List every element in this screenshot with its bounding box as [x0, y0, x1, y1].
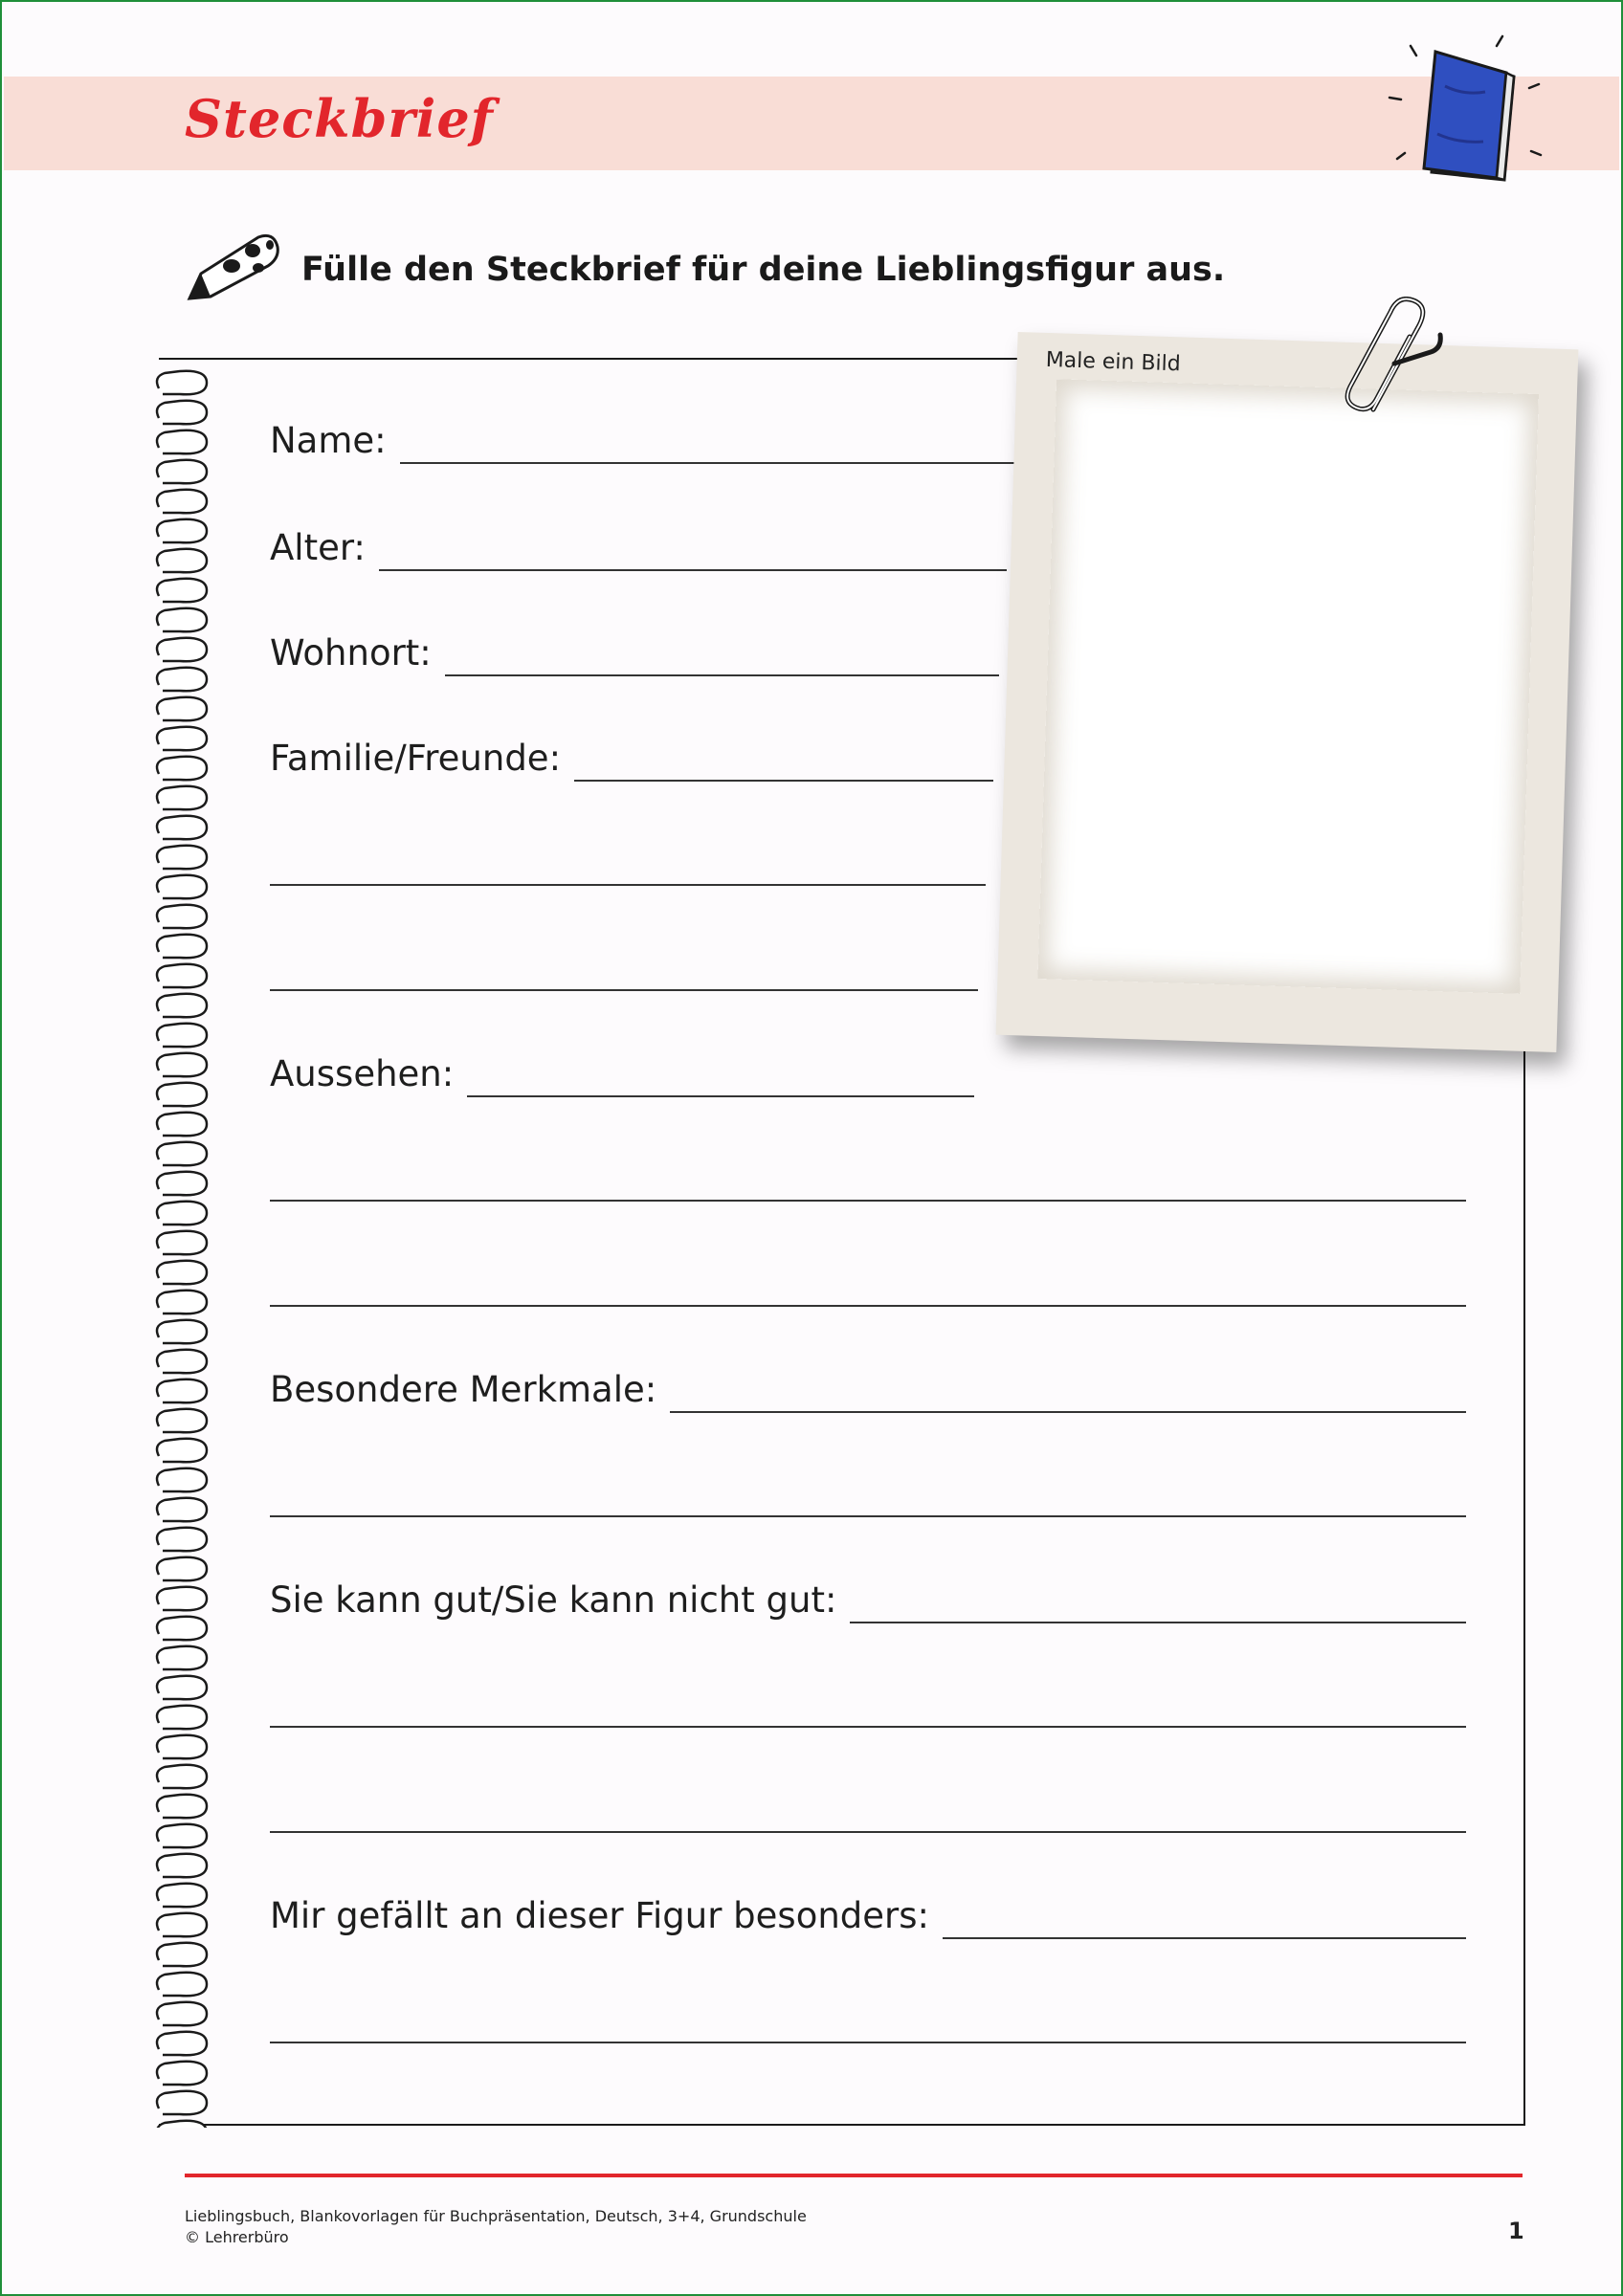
gefaellt-label: Mir gefällt an dieser Figur besonders: — [270, 1895, 929, 1936]
spiral-loop — [157, 1083, 207, 1107]
spiral-loop — [157, 697, 207, 721]
spiral-loop — [157, 2091, 207, 2115]
merkmale-label: Besondere Merkmale: — [270, 1369, 657, 1410]
gefaellt-line[interactable] — [943, 1937, 1466, 1939]
spiral-loop — [157, 2002, 207, 2026]
name-label: Name: — [270, 420, 387, 461]
footer-rule — [185, 2174, 1523, 2177]
spiral-loop — [157, 1735, 207, 1759]
spiral-loop — [157, 1468, 207, 1492]
spiral-loop — [157, 1498, 207, 1522]
spiral-loop — [157, 1884, 207, 1908]
spiral-loop — [157, 1409, 207, 1433]
spiral-loop — [157, 549, 207, 573]
alter-field[interactable] — [270, 527, 1007, 568]
spiral-loop — [157, 757, 207, 781]
aussehen-field[interactable] — [270, 1053, 974, 1094]
familie-extra-line-2[interactable] — [270, 989, 978, 991]
spiral-loop — [157, 1706, 207, 1730]
spiral-loop — [157, 1765, 207, 1789]
spiral-loop — [157, 2062, 207, 2086]
spiral-loop — [157, 401, 207, 425]
spiral-loop — [157, 905, 207, 929]
spiral-loop — [157, 1557, 207, 1581]
spiral-loop — [157, 371, 207, 395]
spiral-loop — [157, 608, 207, 632]
spiral-loop — [157, 935, 207, 959]
spiral-loop — [157, 1795, 207, 1819]
spiral-loop — [157, 1350, 207, 1374]
spiral-loop — [157, 519, 207, 543]
koennen-label: Sie kann gut/Sie kann nicht gut: — [270, 1579, 837, 1621]
aussehen-label: Aussehen: — [270, 1053, 455, 1094]
paperclip-icon — [1335, 297, 1450, 421]
spiral-loop — [157, 668, 207, 692]
page-title: Steckbrief — [185, 88, 494, 149]
alter-line[interactable] — [379, 569, 1007, 571]
page-number: 1 — [1508, 2218, 1524, 2244]
spiral-loop — [157, 1053, 207, 1077]
spiral-loop — [157, 1439, 207, 1463]
spiral-loop — [157, 1380, 207, 1403]
spiral-loop — [157, 2121, 207, 2128]
spiral-loop — [157, 816, 207, 840]
koennen-line[interactable] — [850, 1622, 1466, 1623]
spiral-loop — [157, 460, 207, 484]
merkmale-line[interactable] — [670, 1411, 1466, 1413]
spiral-loop — [157, 846, 207, 870]
spiral-loop — [157, 1646, 207, 1670]
koennen-extra-line-2[interactable] — [270, 1831, 1466, 1833]
spiral-loop — [157, 1973, 207, 1997]
spiral-loop — [157, 1113, 207, 1137]
spiral-loop — [157, 638, 207, 662]
spiral-loop — [157, 964, 207, 988]
photo-label: Male ein Bild — [1045, 347, 1182, 377]
spiral-loop — [157, 1261, 207, 1285]
spiral-loop — [157, 430, 207, 454]
familie-extra-line-1[interactable] — [270, 884, 986, 886]
spiral-loop — [157, 1024, 207, 1048]
spiral-loop — [157, 1291, 207, 1314]
spiral-loop — [157, 727, 207, 751]
spiral-loop — [157, 1172, 207, 1196]
gefaellt-field[interactable] — [270, 1895, 1466, 1936]
spiral-loop — [157, 1824, 207, 1848]
instruction-text: Fülle den Steckbrief für deine Lieblingsfigur aus. — [301, 251, 1226, 289]
spiral-loop — [157, 1202, 207, 1225]
aussehen-extra-line-2[interactable] — [270, 1305, 1466, 1307]
spiral-loop — [157, 994, 207, 1018]
koennen-field[interactable] — [270, 1579, 1466, 1621]
spiral-loop — [157, 2032, 207, 2056]
drawing-area[interactable] — [1037, 379, 1538, 994]
wohnort-field[interactable] — [270, 632, 999, 673]
footer-text — [185, 2206, 807, 2248]
familie-field[interactable] — [270, 738, 993, 779]
aussehen-line[interactable] — [467, 1095, 974, 1097]
merkmale-field[interactable] — [270, 1369, 1466, 1410]
name-line[interactable] — [400, 462, 1016, 464]
spiral-loop — [157, 1913, 207, 1937]
spiral-loop — [157, 490, 207, 514]
spiral-loop — [157, 875, 207, 899]
pencil-icon — [184, 230, 283, 306]
photo-paper — [996, 332, 1579, 1052]
familie-line[interactable] — [574, 780, 993, 782]
gefaellt-extra-line[interactable] — [270, 2042, 1466, 2043]
spiral-loop — [157, 1231, 207, 1255]
spiral-loop — [157, 1320, 207, 1344]
familie-label: Familie/Freunde: — [270, 738, 562, 779]
name-field[interactable] — [270, 420, 1016, 461]
alter-label: Alter: — [270, 527, 366, 568]
wohnort-line[interactable] — [445, 674, 999, 676]
spiral-loop — [157, 786, 207, 810]
koennen-extra-line-1[interactable] — [270, 1726, 1466, 1728]
book-icon — [1378, 29, 1550, 196]
aussehen-extra-line-1[interactable] — [270, 1200, 1466, 1202]
spiral-loop — [157, 1142, 207, 1166]
spiral-loop — [157, 1676, 207, 1700]
wohnort-label: Wohnort: — [270, 632, 432, 673]
footer-line-2: © Lehrerbüro — [185, 2228, 289, 2246]
photo-frame — [996, 332, 1579, 1052]
spiral-loop — [157, 1943, 207, 1967]
spiral-loop — [157, 1617, 207, 1641]
spiral-loop — [157, 579, 207, 603]
spiral-loop — [157, 1854, 207, 1878]
merkmale-extra-line[interactable] — [270, 1515, 1466, 1517]
spiral-loop — [157, 1528, 207, 1552]
spiral-loop — [157, 1587, 207, 1611]
spiral-binding — [151, 358, 218, 2128]
footer-line-1: Lieblingsbuch, Blankovorlagen für Buchpräsentation, Deutsch, 3+4, Grundschule — [185, 2207, 807, 2225]
